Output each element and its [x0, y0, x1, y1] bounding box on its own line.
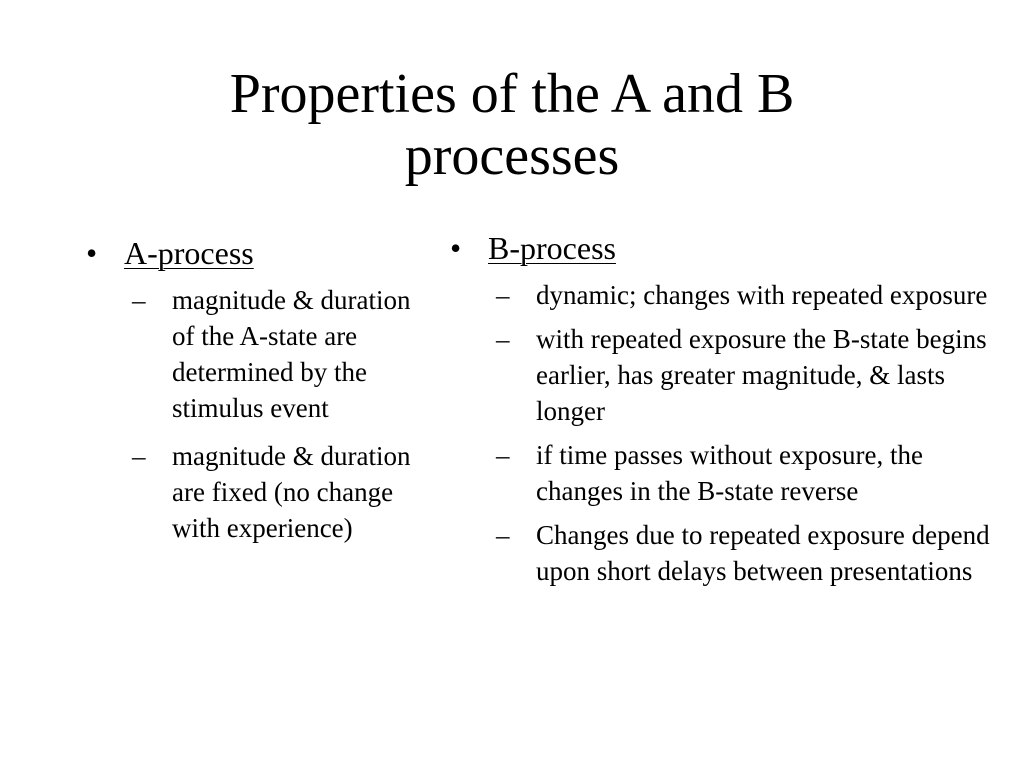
list-item — [496, 321, 1006, 429]
a-process-bullet — [86, 234, 431, 272]
b-process-column — [450, 229, 1006, 597]
slide-title — [112, 64, 912, 187]
list-item-text: Changes due to repeated exposure depend upon short delays between presentations — [536, 520, 990, 587]
list-item-text: magnitude & duration are fixed (no change with experience) — [172, 441, 411, 544]
dash-icon: – — [496, 440, 510, 471]
bullet-dot-icon: • — [86, 235, 98, 271]
a-process-sub-list — [86, 282, 431, 546]
b-process-heading: B-process — [488, 230, 616, 266]
b-process-sub-list — [450, 277, 1006, 589]
list-item-text: dynamic; changes with repeated exposure — [536, 280, 988, 311]
dash-icon: – — [496, 520, 510, 551]
b-process-bullet — [450, 229, 1006, 267]
list-item-text: with repeated exposure the B-state begins earlier, has greater magnitude, & lasts longer — [536, 324, 987, 427]
list-item — [496, 277, 1006, 313]
list-item — [496, 517, 1006, 589]
list-item — [496, 437, 1006, 509]
slide-title-line-1: Properties of the A and B — [229, 63, 795, 125]
list-item-text: if time passes without exposure, the changes in the B-state reverse — [536, 440, 923, 507]
dash-icon: – — [496, 280, 510, 311]
slide-title-line-2: processes — [404, 124, 620, 187]
a-process-heading: A-process — [124, 235, 254, 271]
list-item — [132, 282, 431, 426]
bullet-dot-icon: • — [450, 230, 462, 266]
dash-icon: – — [132, 441, 146, 472]
dash-icon: – — [132, 285, 146, 316]
list-item — [132, 438, 431, 546]
list-item-text: magnitude & duration of the A-state are determined by the stimulus event — [172, 285, 411, 424]
a-process-column — [86, 234, 431, 558]
dash-icon: – — [496, 324, 510, 355]
